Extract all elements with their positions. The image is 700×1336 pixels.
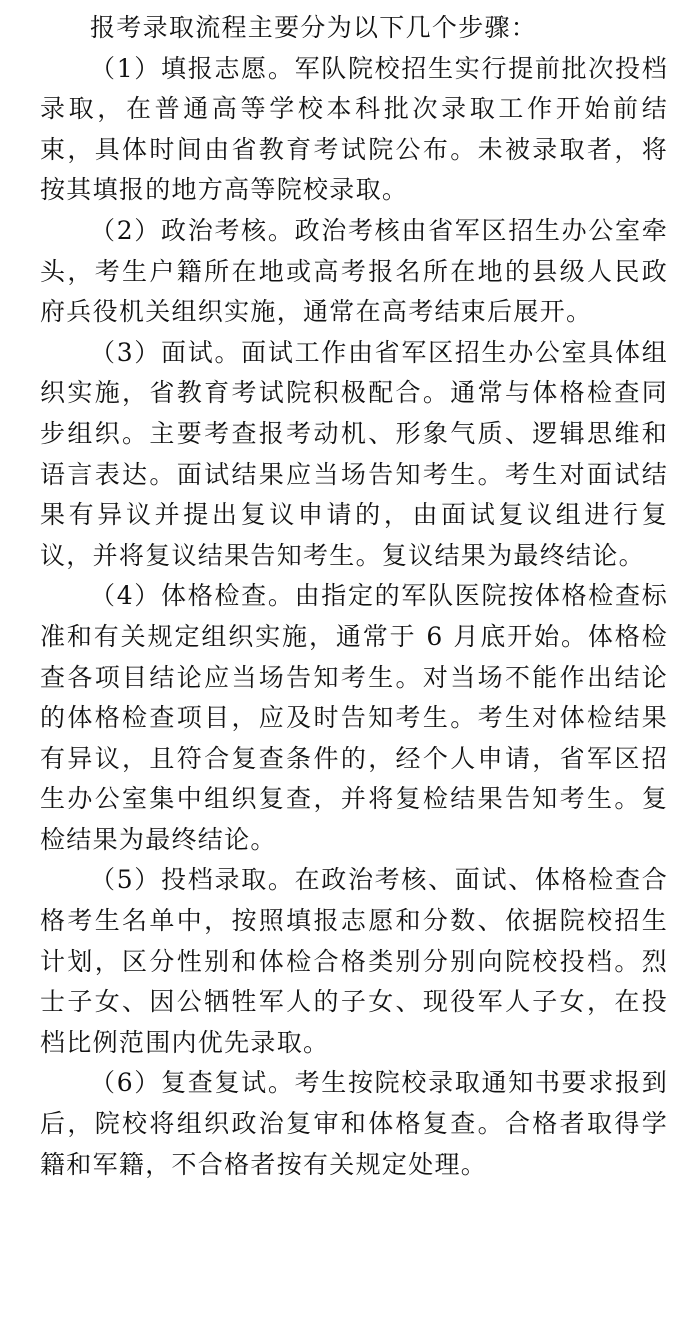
step-paragraph-3 bbox=[40, 333, 668, 577]
step-title: 填报志愿。 bbox=[161, 53, 295, 83]
step-paragraph-4 bbox=[40, 576, 668, 860]
step-title: 投档录取。 bbox=[161, 865, 295, 895]
step-number: （4） bbox=[90, 581, 162, 611]
step-title: 体格检查。 bbox=[161, 581, 295, 611]
intro-text: 报考录取流程主要分为以下几个步骤： bbox=[90, 13, 538, 42]
step-paragraph-6 bbox=[40, 1063, 668, 1185]
step-paragraph-5 bbox=[40, 860, 668, 1063]
step-body: 在政治考核、面试、体格检查合格考生名单中，按照填报志愿和分数、依据院校招生计划，区分性别和体检合格类别分别向院校投档。烈士子女、因公牺牲军人的子女、现役军人子女，在投档比例范围内优先录取。 bbox=[40, 865, 669, 1057]
step-body: 由指定的军队医院按体格检查标准和有关规定组织实施，通常于 6 月底开始。体格检查各项目结论应当场告知考生。对当场不能作出结论的体格检查项目，应及时告知考生。考生对体检结果有异议，且符合复查条件的，经个人申请，省军区招生办公室集中组织复查，并将复检结果告知考生。复检结果为最终结论。 bbox=[40, 581, 669, 854]
step-number: （1） bbox=[90, 53, 162, 83]
step-number: （2） bbox=[90, 215, 162, 245]
step-paragraph-2 bbox=[40, 211, 668, 333]
step-body: 面试工作由省军区招生办公室具体组织实施，省教育考试院积极配合。通常与体格检查同步组织。主要考查报考动机、形象气质、逻辑思维和语言表达。面试结果应当场告知考生。考生对面试结果有异议并提出复议申请的，由面试复议组进行复议，并将复议结果告知考生。复议结果为最终结论。 bbox=[40, 337, 669, 570]
step-body: 考生按院校录取通知书要求报到后，院校将组织政治复审和体格复查。合格者取得学籍和军籍，不合格者按有关规定处理。 bbox=[40, 1068, 669, 1179]
step-body: 政治考核由省军区招生办公室牵头，考生户籍所在地或高考报名所在地的县级人民政府兵役机关组织实施，通常在高考结束后展开。 bbox=[40, 215, 669, 327]
document-body bbox=[40, 8, 668, 1185]
step-number: （5） bbox=[90, 865, 162, 895]
step-title: 面试。 bbox=[161, 337, 242, 367]
step-title: 复查复试。 bbox=[161, 1068, 295, 1098]
step-title: 政治考核。 bbox=[161, 215, 295, 245]
step-number: （3） bbox=[90, 337, 162, 367]
step-body: 军队院校招生实行提前批次投档录取，在普通高等学校本科批次录取工作开始前结束，具体时间由省教育考试院公布。未被录取者，将按其填报的地方高等院校录取。 bbox=[40, 53, 669, 205]
step-number: （6） bbox=[90, 1068, 162, 1098]
step-paragraph-1 bbox=[40, 49, 668, 211]
